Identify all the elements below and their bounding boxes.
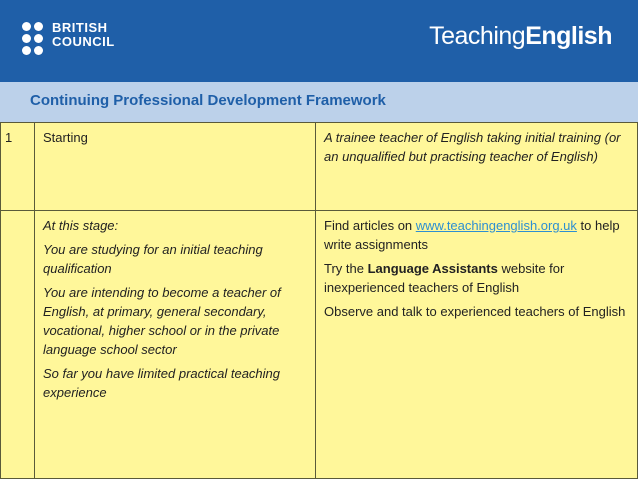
details-item: You are intending to become a teacher of English, at primary, general secondary, vocational, higher school or in the private language school sector (43, 285, 281, 357)
stage-number-cell (1, 123, 35, 211)
british-council-dots-icon (22, 22, 46, 58)
details-intro: At this stage: (43, 218, 119, 233)
framework-table (0, 122, 638, 479)
british-council-line-2: COUNCIL (52, 34, 115, 49)
suggestion-text: to help write assignments (324, 218, 620, 252)
stage-description: A trainee teacher of English taking initial training (or an unqualified but practising teacher of English) (324, 130, 621, 164)
suggestion-text: Find articles on (324, 218, 416, 233)
stage-name: Starting (43, 130, 88, 145)
table-row (1, 123, 638, 211)
teaching-english-logo (429, 22, 612, 51)
suggestion-observe: Observe and talk to experienced teachers of English (324, 304, 626, 319)
stage-name-cell (35, 123, 316, 211)
suggestion-text: Try the (324, 261, 368, 276)
title-bar (0, 82, 638, 122)
header-banner (0, 0, 638, 82)
details-item: So far you have limited practical teaching experience (43, 366, 281, 400)
table-row (1, 211, 638, 479)
teachingenglish-link[interactable]: www.teachingenglish.org.uk (415, 218, 577, 233)
stage-details-cell (35, 211, 316, 479)
suggestion-text: website for inexperienced teachers of English (324, 261, 565, 295)
suggestion-articles (324, 216, 629, 254)
details-item: You are studying for an initial teaching qualification (43, 242, 263, 276)
suggestion-language-assistants (324, 259, 629, 297)
suggestions-cell (316, 211, 638, 479)
teaching-english-part-1: Teaching (429, 22, 526, 50)
stage-description-cell (316, 123, 638, 211)
page-title: Continuing Professional Development Framework (30, 92, 386, 109)
teaching-english-part-2: English (525, 22, 612, 50)
language-assistants-label: Language Assistants (367, 261, 498, 276)
empty-cell (1, 211, 35, 479)
stage-number: 1 (5, 130, 13, 145)
british-council-line-1: BRITISH (52, 20, 108, 35)
